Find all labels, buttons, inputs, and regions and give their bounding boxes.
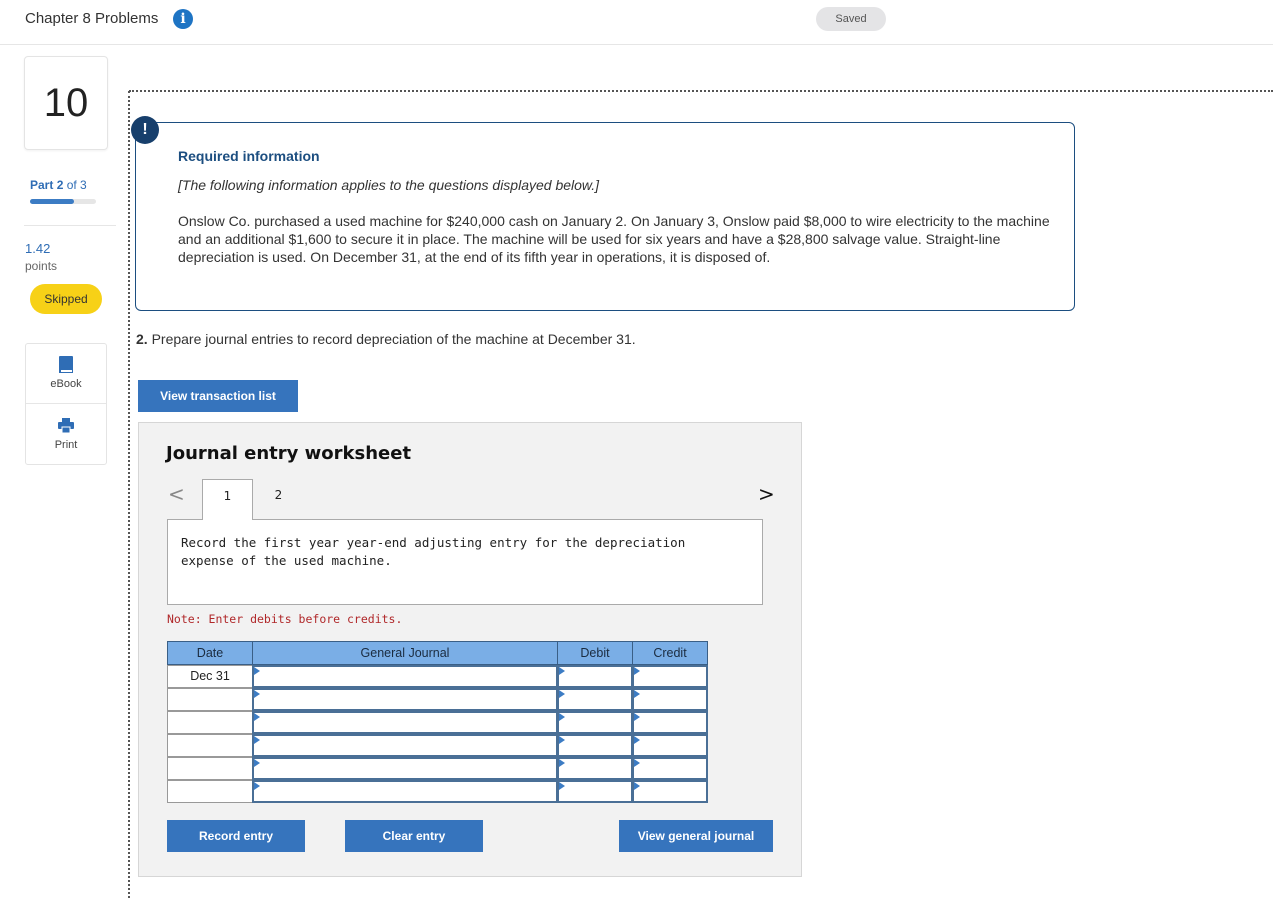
date-cell <box>167 757 253 780</box>
print-button[interactable] <box>26 405 106 465</box>
info-icon[interactable]: i <box>173 9 193 29</box>
alert-icon: ! <box>131 116 159 144</box>
credit-input[interactable] <box>632 734 708 757</box>
required-information-title: Required information <box>178 148 320 164</box>
tools-panel <box>25 343 107 465</box>
credit-input[interactable] <box>632 711 708 734</box>
content-divider-top <box>129 90 1273 92</box>
debit-input[interactable] <box>557 665 633 688</box>
required-information-note: [The following information applies to the questions displayed below.] <box>178 177 600 193</box>
points-label: points <box>25 259 58 273</box>
journal-table <box>167 641 708 804</box>
account-input[interactable] <box>252 688 558 711</box>
debit-input[interactable] <box>557 711 633 734</box>
worksheet-description: Record the first year year-end adjusting entry for the depreciation expense of the used machine. <box>181 535 686 568</box>
rail-divider <box>24 225 116 226</box>
credit-input[interactable] <box>632 688 708 711</box>
chevron-right-icon[interactable]: > <box>758 482 775 506</box>
status-badge: Skipped <box>30 284 102 314</box>
column-header-credit: Credit <box>632 641 708 665</box>
question-text: Prepare journal entries to record depreciation of the machine at December 31. <box>151 331 636 347</box>
assignment-title: Chapter 8 Problems <box>25 10 159 27</box>
chevron-left-icon[interactable]: < <box>168 482 185 506</box>
account-input[interactable] <box>252 665 558 688</box>
credit-input[interactable] <box>632 780 708 803</box>
part-of: of 3 <box>66 178 87 192</box>
question-number: 10 <box>43 81 89 125</box>
points-value: 1.42 <box>25 241 51 256</box>
ebook-button[interactable] <box>26 344 106 404</box>
debit-input[interactable] <box>557 734 633 757</box>
question-prompt <box>136 331 636 347</box>
record-entry-button[interactable]: Record entry <box>167 820 305 852</box>
date-cell <box>167 780 253 803</box>
date-cell: Dec 31 <box>167 665 253 688</box>
date-cell <box>167 711 253 734</box>
worksheet-title: Journal entry worksheet <box>166 443 412 464</box>
book-icon <box>58 356 74 374</box>
view-transaction-list-button[interactable]: View transaction list <box>138 380 298 412</box>
question-number-label: 2. <box>136 331 148 347</box>
top-bar <box>0 0 1273 45</box>
column-header-date: Date <box>167 641 253 665</box>
date-cell <box>167 688 253 711</box>
debit-input[interactable] <box>557 780 633 803</box>
printer-icon <box>58 417 74 435</box>
print-label: Print <box>54 439 78 451</box>
credit-input[interactable] <box>632 665 708 688</box>
account-input[interactable] <box>252 757 558 780</box>
part-indicator <box>30 178 87 192</box>
ebook-label: eBook <box>50 378 82 390</box>
clear-entry-button[interactable]: Clear entry <box>345 820 483 852</box>
part-progress-fill <box>30 199 74 204</box>
account-input[interactable] <box>252 780 558 803</box>
content-divider-left <box>128 91 130 898</box>
question-number-card <box>24 56 108 150</box>
column-header-debit: Debit <box>557 641 633 665</box>
worksheet-tab-2[interactable]: 2 <box>274 488 283 502</box>
part-progress-bar <box>30 199 96 204</box>
required-information-body: Onslow Co. purchased a used machine for $240,000 cash on January 2. On January 3, Onslow paid $8,000 to wire electricity to the machine and an additional $1,600 to secure it in place. The machine will be used for six years and have a $28,800 salvage value. Straight-line depreciation is used. On December 31, at the end of its fifth year in operations, it is disposed of. <box>178 213 1050 265</box>
account-input[interactable] <box>252 711 558 734</box>
date-cell <box>167 734 253 757</box>
part-current: 2 <box>56 178 64 192</box>
account-input[interactable] <box>252 734 558 757</box>
credit-input[interactable] <box>632 757 708 780</box>
column-header-general-journal: General Journal <box>252 641 558 665</box>
view-general-journal-button[interactable]: View general journal <box>619 820 773 852</box>
worksheet-note: Note: Enter debits before credits. <box>167 612 403 626</box>
worksheet-tab-1[interactable]: 1 <box>202 479 253 520</box>
debit-input[interactable] <box>557 688 633 711</box>
part-prefix: Part <box>30 178 54 192</box>
debit-input[interactable] <box>557 757 633 780</box>
saved-status: Saved <box>816 7 886 31</box>
